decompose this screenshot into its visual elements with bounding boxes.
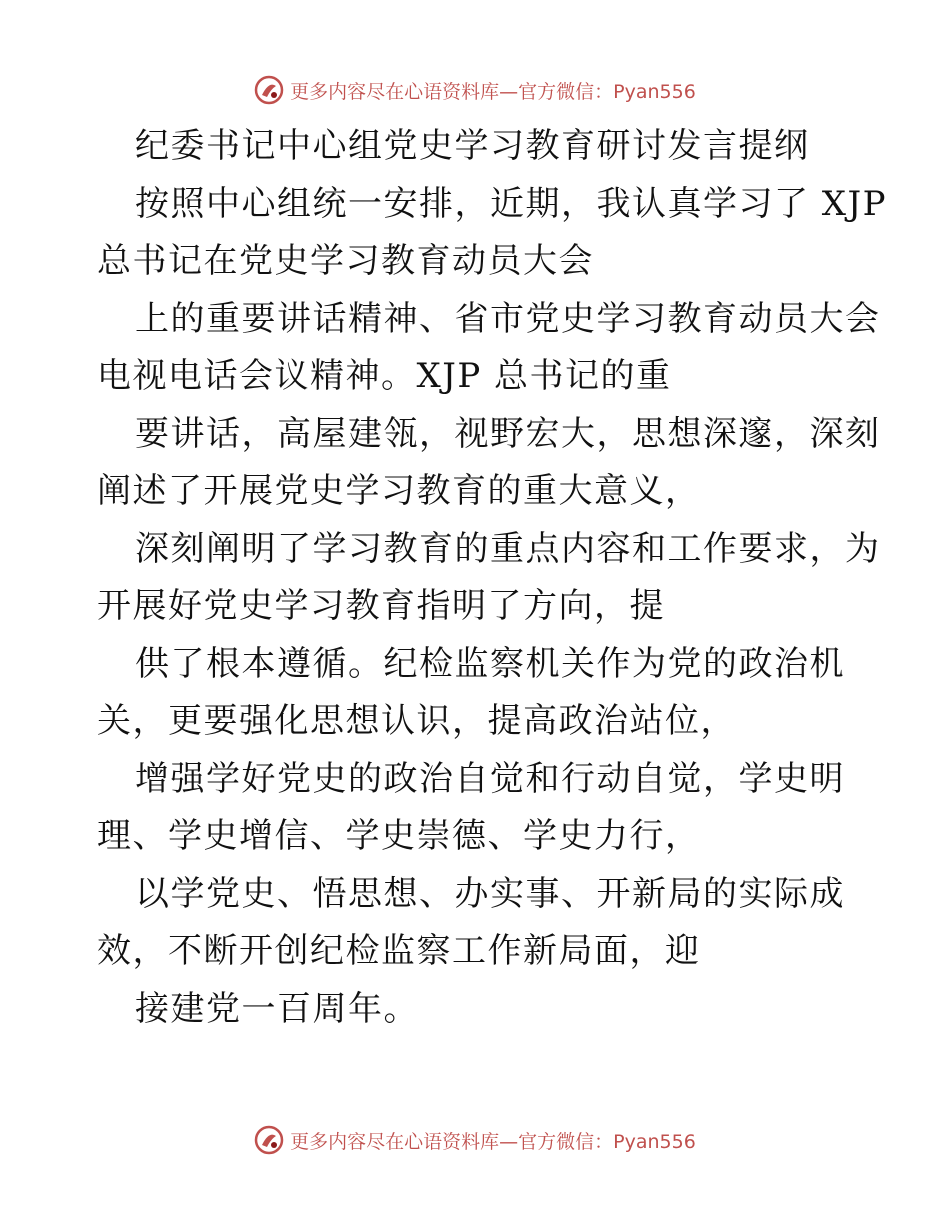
paragraph-line: 阐述了开展党史学习教育的重大意义， xyxy=(97,471,701,511)
paragraph-line: 按照中心组统一安排，近期，我认真学习了 XJP xyxy=(135,183,888,224)
footer-watermark-text: 更多内容尽在心语资料库—官方微信：Pyan556 xyxy=(290,1130,696,1153)
paragraph-line: 上的重要讲话精神、省市党史学习教育动员大会 xyxy=(135,298,881,339)
footer-watermark-banner xyxy=(0,1120,950,1160)
header-watermark-banner xyxy=(0,70,950,110)
paragraph-line: 深刻阐明了学习教育的重点内容和工作要求，为 xyxy=(135,528,881,569)
paragraph-line: 增强学好党史的政治自觉和行动自觉，学史明 xyxy=(135,758,845,799)
document-title: 纪委书记中心组党史学习教育研讨发言提纲 xyxy=(135,126,810,166)
paragraph-line: 以学党史、悟思想、办实事、开新局的实际成 xyxy=(135,873,845,914)
red-seal-logo-icon xyxy=(254,75,284,105)
paragraph-line: 关，更要强化思想认识，提高政治站位， xyxy=(97,701,736,741)
document-body xyxy=(97,118,888,1038)
red-seal-logo-icon xyxy=(254,1125,284,1155)
header-watermark-text: 更多内容尽在心语资料库—官方微信：Pyan556 xyxy=(290,80,696,103)
paragraph-line: 理、学史增信、学史崇德、学史力行， xyxy=(97,816,701,856)
paragraph-line: 开展好党史学习教育指明了方向，提 xyxy=(97,586,665,626)
paragraph-line: 供了根本遵循。纪检监察机关作为党的政治机 xyxy=(135,643,845,684)
paragraph-line: 电视电话会议精神。XJP 总书记的重 xyxy=(97,356,672,396)
paragraph-line: 接建党一百周年。 xyxy=(135,988,419,1029)
paragraph-line: 效，不断开创纪检监察工作新局面，迎 xyxy=(97,931,701,971)
paragraph-line: 总书记在党史学习教育动员大会 xyxy=(97,241,594,281)
paragraph-line: 要讲话，高屋建瓴，视野宏大，思想深邃，深刻 xyxy=(135,413,881,454)
